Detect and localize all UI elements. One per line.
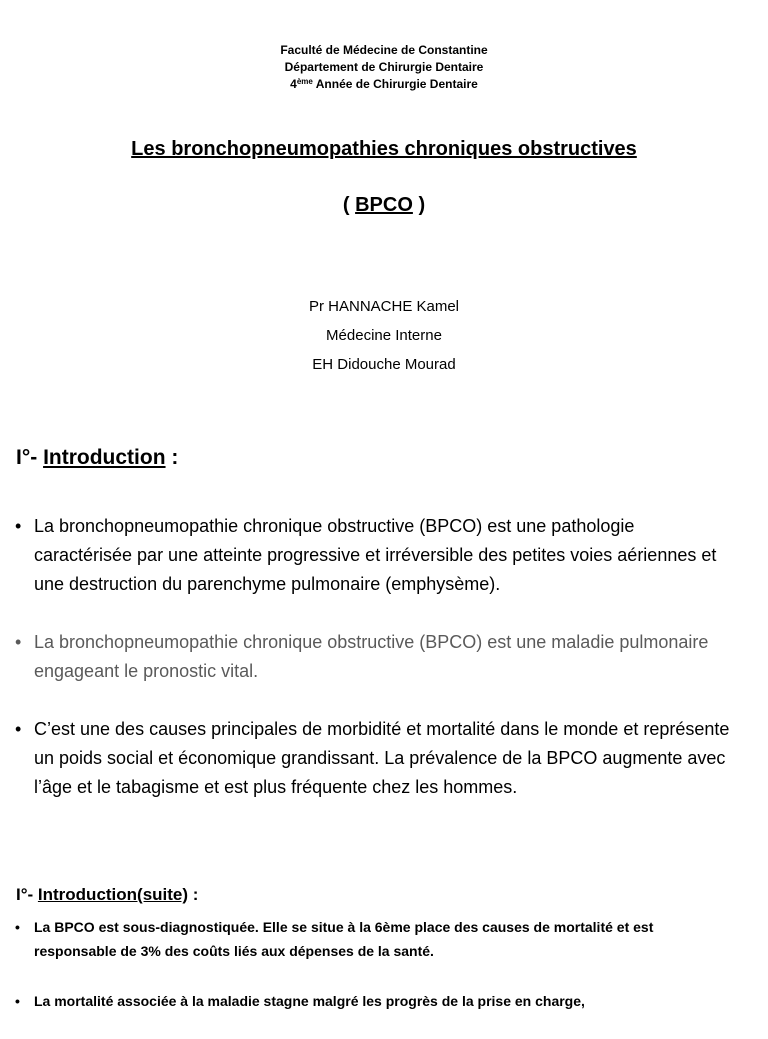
department-name: Département de Chirurgie Dentaire (284, 60, 484, 74)
section-colon: : (165, 446, 179, 469)
document-title (0, 138, 768, 161)
year-number: 4 (290, 77, 297, 91)
document-header (0, 42, 768, 93)
list-item: • La mortalité associée à la maladie stagne malgré les progrès de la prise en charge, (15, 989, 735, 1013)
section-title: Introduction (43, 446, 166, 469)
section-colon: : (188, 885, 199, 904)
introduction-suite-bullet-list (15, 915, 735, 1039)
author-hospital: EH Didouche Mourad (312, 356, 456, 373)
year-line (0, 76, 768, 93)
subtitle-abbreviation: BPCO (355, 194, 413, 216)
author-name: Pr HANNACHE Kamel (308, 298, 460, 315)
year-label: Année de Chirurgie Dentaire (312, 77, 478, 91)
section-title: Introduction(suite) (37, 885, 189, 904)
section-heading-introduction (16, 446, 178, 470)
year-ordinal: ème (296, 77, 313, 86)
section-heading-introduction-suite (16, 885, 198, 905)
author-block (0, 292, 768, 379)
introduction-bullet-list (15, 512, 735, 831)
document-subtitle (0, 194, 768, 217)
subtitle-close: ) (412, 194, 426, 216)
list-item: • C’est une des causes principales de morbidité et mortalité dans le monde et représente un poids social et économique grandissant. La prévalence de la BPCO augmente avec l’âge et le tabagisme et est plus fréquente chez les hommes. (15, 715, 735, 802)
section-number: I°- (16, 446, 44, 469)
list-item: • La bronchopneumopathie chronique obstructive (BPCO) est une maladie pulmonaire engageant le pronostic vital. (15, 628, 735, 686)
section-number: I°- (16, 885, 38, 904)
author-department: Médecine Interne (326, 327, 442, 344)
list-item: • La BPCO est sous-diagnostiquée. Elle se situe à la 6ème place des causes de mortalité et est responsable de 3% des coûts liés aux dépenses de la santé. (15, 915, 735, 963)
subtitle-open: ( (342, 194, 356, 216)
title-text: Les bronchopneumopathies chroniques obstructives (131, 138, 637, 160)
list-item: • La bronchopneumopathie chronique obstructive (BPCO) est une pathologie caractérisée par une atteinte progressive et irréversible des petites voies aériennes et une destruction du parenchyme pulmonaire (emphysème). (15, 512, 735, 599)
faculty-name: Faculté de Médecine de Constantine (280, 43, 488, 57)
